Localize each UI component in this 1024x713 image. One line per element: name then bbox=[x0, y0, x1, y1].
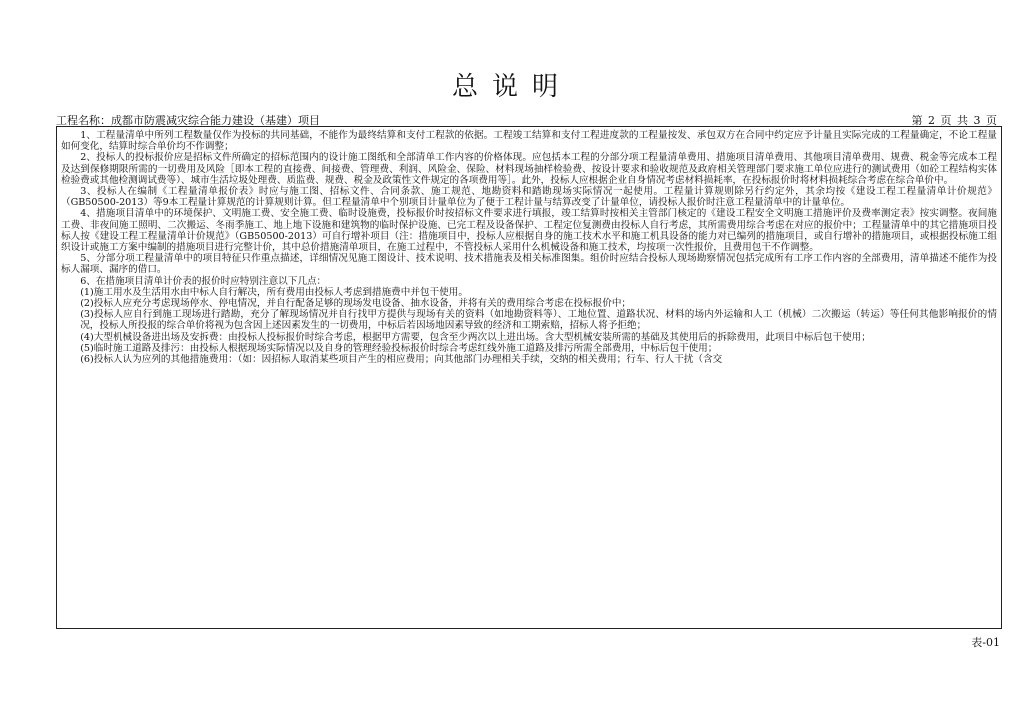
sub-item-1: (1)施工用水及生活用水由中标人自行解决，所有费用由投标人考虑到措施费中并包干使用。 bbox=[80, 286, 468, 298]
paragraph-1: 1、工程量清单中所列工程数量仅作为投标的共同基础，不能作为最终结算和支付工程款的依据。工程竣工结算和支付工程进度款的工程量按发、承包双方在合同中约定应予计量且实际完成的工程量确定，不论工程量如何变化，结算时综合单价均不作调整； bbox=[61, 130, 997, 153]
paragraph-3: 3、投标人在编制《工程量清单报价表》时应与施工图、招标文件、合同条款、施工规范、地勘资料和踏勘现场实际情况一起使用。工程量计算规则除另行约定外，其余均按《建设工程工程量清单计价规范》（GB50500-2013）等9本工程量计算规范的计算规则计算。但工程量清单中个别项目计量单位为了便于工程计量与结算改变了计量单位，请投标人报价时注意工程量清单中的计量单位。 bbox=[61, 186, 997, 209]
project-name: 工程名称：成都市防震减灾综合能力建设（基建）项目 bbox=[56, 114, 320, 127]
form-code: 表-01 bbox=[971, 636, 1000, 649]
description-body bbox=[61, 130, 997, 365]
sub-item-2: (2)投标人应充分考虑现场停水、停电情况，并自行配备足够的现场发电设备、抽水设备，并将有关的费用综合考虑在投标报价中； bbox=[80, 298, 632, 310]
paragraph-5: 5、分部分项工程量清单中的项目特征只作重点描述，详细情况见施工图设计、技术说明、技术措施表及相关标准图集。组价时应结合投标人现场勘察情况包括完成所有工序工作内容的全部费用，清单描述不能作为投标人漏项、漏序的借口。 bbox=[61, 253, 997, 276]
sub-item-4: (4)大型机械设备进出场及安拆费：由投标人投标报价时综合考虑，根据甲方需要，包含至少两次以上进出场。含大型机械安装所需的基础及其使用后的拆除费用，此项目中标后包干使用； bbox=[80, 331, 871, 343]
paragraph-6: 6、在措施项目清单计价表的报价时应特别注意以下几点： bbox=[80, 275, 327, 287]
paragraph-2: 2、投标人的投标报价应是招标文件所确定的招标范围内的设计施工图纸和全部清单工作内容的价格体现。应包括本工程的分部分项工程量清单费用、措施项目清单费用、其他项目清单费用、规费、税金等完成本工程及达到保修期限所需的一切费用及风险［即本工程的直接费、间接费、管理费、利润、风险金、保险、材料现场抽样检验费、按设计要求和验收规范及政府相关管理部门要求施工单位应进行的测试费用（如砼工程结构实体检验费或其他检测调试费等）、城市生活垃圾处理费、质监费、规费、税金及政策性文件规定的各项费用等］。此外，投标人应根据企业自身情况考虑材料损耗率，在投标报价时将材料损耗综合考虑在综合单价中。 bbox=[61, 152, 997, 186]
page-indicator: 第 2 页 共 3 页 bbox=[911, 114, 998, 127]
sub-item-6: (6)投标人认为应列的其他措施费用：（如：因招标人取消某些项目产生的相应费用；向其他部门办理相关手续，交纳的相关费用；行车、行人干扰（含交 bbox=[80, 354, 723, 366]
sub-item-3: (3)投标人应自行到施工现场进行踏勘，充分了解现场情况并自行找甲方提供与现场有关的资料（如地勘资料等）、工地位置、道路状况、材料的场内外运输和人工（机械）二次搬运（转运）等任何其他影响报价的情况，投标人所投报的综合单价将视为包含因上述因素发生的一切费用，中标后若因场地因素导致的经济和工期索赔，招标人将予拒绝； bbox=[80, 309, 997, 332]
paragraph-4: 4、措施项目清单中的环境保护、文明施工费、安全施工费、临时设施费，投标报价时按招标文件要求进行填报，竣工结算时按相关主管部门核定的《建设工程安全文明施工措施评价及费率测定表》按实调整。夜间施工费、非夜间施工照明、二次搬运、冬雨季施工、地上地下设施和建筑物的临时保护设施、已完工程及设备保护、工程定位复测费由投标人自行考虑，其所需费用综合考虑在对应的报价中；工程量清单中的其它措施项目投标人按《建设工程工程量清单计价规范》（GB50500-2013）可自行增补项目（注：措施项目中，投标人应根据自身的施工技术水平和施工机具设备的能力对已编列的措施项目，或自行增补的措施项目，或根据投标施工组织设计或施工方案中编制的措施项目进行完整计价，其中总价措施清单项目，在施工过程中，不管投标人采用什么机械设备和施工技术，均按项一次性报价，且费用包干不作调整。 bbox=[61, 208, 997, 254]
sub-item-5: (5)临时施工道路及排污：由投标人根据现场实际情况以及自身的管理经验投标报价时综合考虑红线外施工道路及排污所需全部费用，中标后包干使用； bbox=[80, 342, 718, 354]
page-title: 总说明 bbox=[451, 72, 572, 102]
content-frame bbox=[56, 126, 1002, 629]
